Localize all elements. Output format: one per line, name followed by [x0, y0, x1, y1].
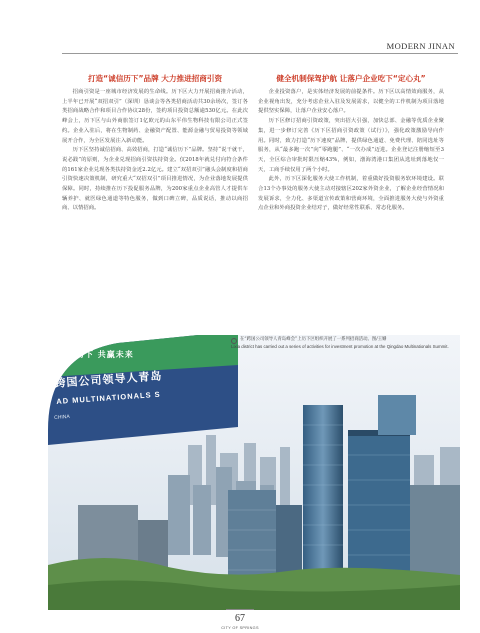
- left-article-title: 打造“诚信历下”品牌 大力推进招商引资: [87, 74, 223, 83]
- right-paragraph-1: 企业投资落户，是实体经济发展的前提条件。历下区以高情效商服务，从企业视角出发，充分考虑企业入驻及发展需求，以健全的工作机制为项目落地提供坚实保障，让落户企业安心落户。: [258, 89, 444, 115]
- banner-line-2: 跨国公司领导人青岛: [54, 369, 163, 390]
- publication-name: CITY OF SPRINGS: [221, 626, 259, 630]
- footer-divider: [226, 609, 254, 610]
- section-label: MODERN JINAN: [386, 41, 455, 51]
- right-article-title: 健全机制保驾护航 让落户企业吃下“定心丸”: [276, 74, 426, 83]
- right-paragraph-3: 此外，历下区深化服务大使工作机制，着重做好投资服务软环境建设。联合13个办事处的服务大使主动对接辖区202家外资企业，了解企业经营情况和发展诉求，全力化、多渠道宣传政策和营商环境，全面推进服务大使与外资重点企业和外商投资企业结对子，做好经常性联系、常态化服务。: [258, 176, 444, 212]
- caption-english: Lixia district has carried out a series of activities for investment promotion at the Qingdao Multinationals Summit.: [231, 343, 449, 349]
- photo-caption: [231, 337, 457, 350]
- right-paragraph-2: 历下区修订招商引资政策，突出招大引强，加快总部、金融等优质企业聚集，进一步修订完善《历下区招商引资政策（试行）》，强化政策激励导向作用。同时，致力打造“历下速度”品牌，提供绿色通道、免费代理、陪同选址等服务，从“最多跑一次”向“零跑腿”、“一次办成”迈进。企业登记注册缩短至3天，全区综合审批时限压缩43%，例如，渤海湾港口集团从选址到落地仅一天，工商手续仅用了两个小时。: [258, 118, 444, 173]
- banner-line-1: 济南历下 共赢未来: [58, 350, 134, 359]
- left-paragraph-2: 历下区坚持诚信招商、高效招商，打造“诚信历下”品牌。坚持“说干就干，说必践”的原则，为企业兑现招商引资扶持资金。仅2018年就兑付向符合条件的161家企业兑现各类扶持资金近2.2亿元。建立“双招双引”融头会制度和招商引资快速决策机制，研究重大“双招双引”项目推进情况，为企业落地发展提供保障。同时，持续推在历下投促服务品牌，为200家重点企业高管人才提供车辆养护、就医绿色通道等特色服务，做到口碑立碑，品质说话，推动以商招商、以情招商。: [62, 147, 248, 212]
- header-divider: [62, 53, 458, 54]
- left-paragraph-1: 招商引资是一座城市经济发展的生命线。历下区大力开展招商推介活动，上半年已开展“双招双引”（深圳）恳谈会等各类招商活动共30余场次，签订各类招商战略合作和项目合作协议28份，签约项目投资总额逾530亿元。在此次峰会上，历下区与山外商旅签订1亿欧元的山东平伟生物科技有限公司正式签约。企业入驻后，将在生物制药、金融资产配置、能源金融与贸易投资等领域展开合作，为全区发展注入新动能。: [62, 89, 248, 144]
- banner-line-3: AD MULTINATIONALS S: [56, 389, 161, 406]
- caption-chinese: 在“跨国公司领导人青岛峰会”上历下区组织开展了一系列招商活动。图/王姗: [240, 337, 387, 342]
- page-footer: [0, 606, 480, 630]
- camera-icon: [231, 338, 237, 344]
- page-header: [0, 0, 480, 60]
- city-skyline-photo: [48, 335, 460, 610]
- left-column: [62, 73, 248, 214]
- right-column: [258, 73, 444, 214]
- page-number: 67: [235, 613, 245, 624]
- banner-corner-label: CHINA: [54, 413, 70, 421]
